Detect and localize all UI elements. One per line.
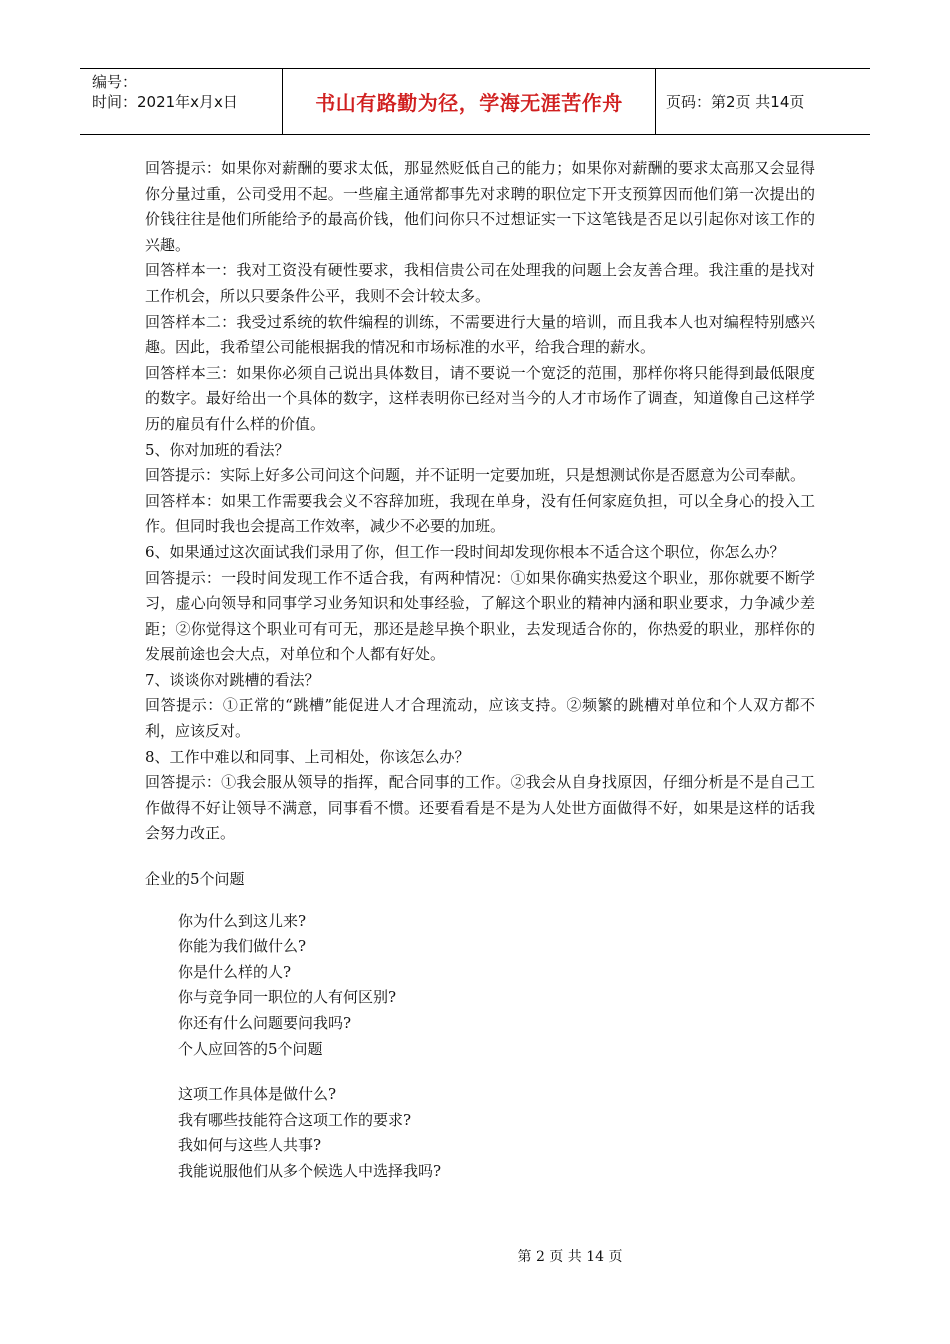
header-meta: [80, 69, 283, 134]
spacer: [145, 847, 815, 867]
paragraph: 回答提示：①正常的“跳槽”能促进人才合理流动，应该支持。②频繁的跳槽对单位和个人双方都不利，应该反对。: [145, 696, 815, 741]
list-item: 我能说服他们从多个候选人中选择我吗?: [178, 1161, 442, 1180]
paragraph: 回答样本：如果工作需要我会义不容辞加班，我现在单身，没有任何家庭负担，可以全身心的投入工作。但同时我也会提高工作效率，减少不必要的加班。: [145, 491, 815, 536]
paragraph: 回答提示：如果你对薪酬的要求太低，那显然贬低自己的能力；如果你对薪酬的要求太高那又会显得你分量过重，公司受用不起。一些雇主通常都事先对求聘的职位定下开支预算因而他们第一次提出的价钱往往是他们所能给予的最高价钱，他们问你只不过想证实一下这笔钱是否足以引起你对该工作的兴趣。: [145, 159, 815, 254]
page-header: [80, 68, 870, 135]
paragraph: 回答样本三：如果你必须自己说出具体数目，请不要说一个宽泛的范围，那样你将只能得到最低限度的数字。最好给出一个具体的数字，这样表明你已经对当今的人才市场作了调查，知道像自己这样学历的雇员有什么样的价值。: [145, 363, 815, 433]
header-page-info: 页码：第2页 共14页: [666, 93, 805, 111]
footer-page-number: 第 2 页 共 14 页: [517, 1249, 623, 1265]
personal-questions-list: [145, 1082, 815, 1184]
list-item: 你是什么样的人?: [178, 962, 292, 981]
page-footer: [0, 1246, 950, 1266]
paragraph: 回答样本一：我对工资没有硬性要求，我相信贵公司在处理我的问题上会友善合理。我注重的是找对工作机会，所以只要条件公平，我则不会计较太多。: [145, 261, 815, 305]
question-heading: 5、你对加班的看法？: [145, 440, 290, 459]
paragraph: 回答提示：一段时间发现工作不适合我，有两种情况：①如果你确实热爱这个职业，那你就要不断学习，虚心向领导和同事学习业务知识和处事经验，了解这个职业的精神内涵和职业要求，力争减少差距；②你觉得这个职业可有可无，那还是趁早换个职业，去发现适合你的，你热爱的职业，那样你的发展前途也会大点，对单位和个人都有好处。: [145, 568, 815, 664]
list-item: 这项工作具体是做什么?: [178, 1085, 337, 1104]
company-questions-list: [145, 909, 815, 1063]
list-item: 你能为我们做什么?: [178, 937, 307, 956]
header-slogan: 书山有路勤为径，学海无涯苦作舟: [283, 69, 656, 134]
list-item: 我有哪些技能符合这项工作的要求?: [178, 1110, 412, 1129]
section-title: 企业的5个问题: [145, 870, 245, 889]
document-body: [145, 156, 815, 1185]
question-heading: 7、谈谈你对跳槽的看法？: [145, 670, 320, 689]
paragraph: 回答提示：①我会服从领导的指挥，配合同事的工作。②我会从自身找原因，仔细分析是不是自己工作做得不好让领导不满意，同事看不惯。还要看看是不是为人处世方面做得不好，如果是这样的话我会努力改正。: [145, 773, 815, 843]
paragraph: 回答样本二：我受过系统的软件编程的训练，不需要进行大量的培训，而且我本人也对编程特别感兴趣。因此，我希望公司能根据我的情况和市场标准的水平，给我合理的薪水。: [145, 312, 815, 357]
list-item: 个人应回答的5个问题: [178, 1039, 323, 1058]
list-item: 你为什么到这儿来?: [178, 911, 307, 930]
question-heading: 8、工作中难以和同事、上司相处，你该怎么办？: [145, 747, 470, 766]
document-number-label: 编号：: [92, 73, 138, 91]
spacer: [145, 893, 815, 909]
paragraph: 回答提示：实际上好多公司问这个问题，并不证明一定要加班，只是想测试你是否愿意为公司奉献。: [145, 466, 806, 485]
list-item: 你还有什么问题要问我吗?: [178, 1014, 352, 1032]
spacer: [145, 1062, 815, 1082]
list-item: 我如何与这些人共事?: [178, 1136, 322, 1155]
list-item: 你与竞争同一职位的人有何区别?: [178, 988, 397, 1007]
document-date: 时间：2021年x月x日: [92, 93, 238, 111]
question-heading: 6、如果通过这次面试我们录用了你，但工作一段时间却发现你根本不适合这个职位，你怎么办？: [145, 542, 785, 561]
